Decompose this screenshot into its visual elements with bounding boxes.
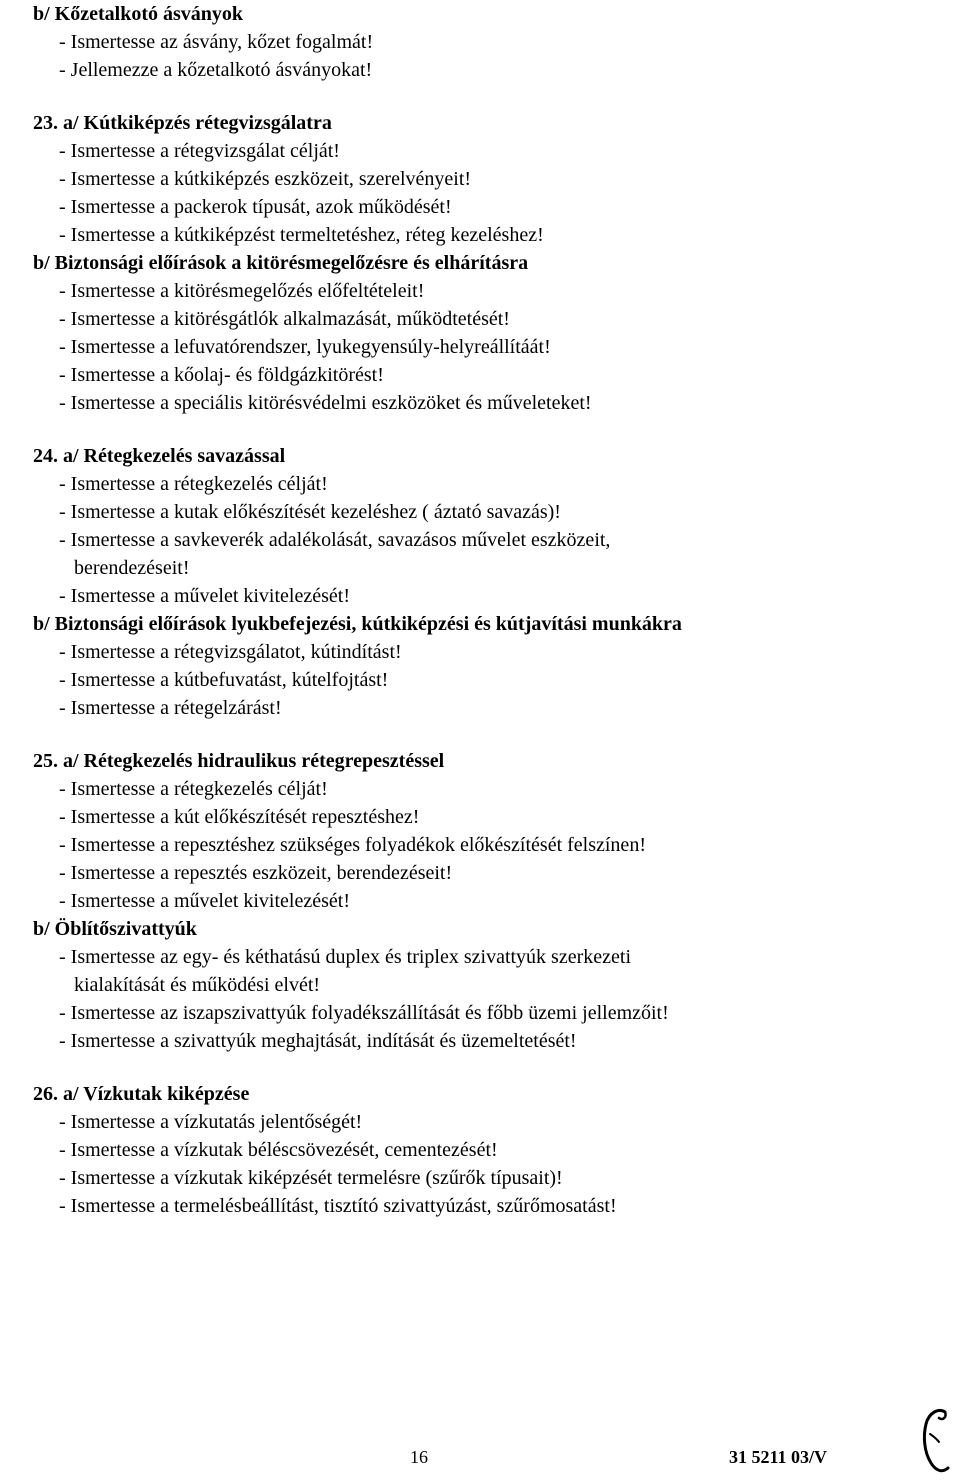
section-heading: 24. a/ Rétegkezelés savazással xyxy=(33,445,286,467)
section-gap xyxy=(33,417,933,442)
list-item: - Ismertesse a kútkiképzés eszközeit, szerelvényeit! xyxy=(59,168,472,190)
list-item: - Ismertesse a repesztéshez szükséges folyadékok előkészítését felszínen! xyxy=(59,834,646,856)
list-item: - Ismertesse a kitörésgátlók alkalmazását, működtetését! xyxy=(59,308,510,330)
list-item: - Jellemezze a kőzetalkotó ásványokat! xyxy=(59,59,373,81)
list-item: - Ismertesse a művelet kivitelezését! xyxy=(59,585,350,607)
signature-icon xyxy=(918,1405,952,1477)
list-item: - Ismertesse a savkeverék adalékolását, savazásos művelet eszközeit, xyxy=(59,529,611,551)
section-gap xyxy=(33,84,933,109)
section-heading: 23. a/ Kútkiképzés rétegvizsgálatra xyxy=(33,112,332,134)
list-item: - Ismertesse a termelésbeállítást, tisztító szivattyúzást, szűrőmosatást! xyxy=(59,1195,617,1217)
document-body xyxy=(33,0,933,1220)
section-gap xyxy=(33,1055,933,1080)
list-item: - Ismertesse a rétegvizsgálat célját! xyxy=(59,140,340,162)
list-item: - Ismertesse a művelet kivitelezését! xyxy=(59,890,350,912)
list-item: - Ismertesse a vízkutatás jelentőségét! xyxy=(59,1111,363,1133)
section-heading: b/ Biztonsági előírások a kitörésmegelőzésre és elhárításra xyxy=(33,252,529,274)
list-item: - Ismertesse a kútkiképzést termeltetéshez, réteg kezeléshez! xyxy=(59,224,544,246)
section-heading: b/ Biztonsági előírások lyukbefejezési, kútkiképzési és kútjavítási munkákra xyxy=(33,613,682,635)
list-item: - Ismertesse a rétegvizsgálatot, kútindítást! xyxy=(59,641,402,663)
list-item: - Ismertesse az ásvány, kőzet fogalmát! xyxy=(59,31,374,53)
list-item: - Ismertesse a kőolaj- és földgázkitörést! xyxy=(59,364,384,386)
list-item: - Ismertesse a kútbefuvatást, kútelfojtást! xyxy=(59,669,389,691)
list-item: - Ismertesse a rétegkezelés célját! xyxy=(59,778,328,800)
list-item: - Ismertesse a speciális kitörésvédelmi eszközöket és műveleteket! xyxy=(59,392,592,414)
section-heading: 25. a/ Rétegkezelés hidraulikus rétegrepesztéssel xyxy=(33,750,445,772)
section-heading: b/ Kőzetalkotó ásványok xyxy=(33,3,244,25)
list-item: - Ismertesse a kitörésmegelőzés előfeltételeit! xyxy=(59,280,425,302)
list-item: - Ismertesse a kút előkészítését repesztéshez! xyxy=(59,806,420,828)
list-item: - Ismertesse az egy- és kéthatású duplex és triplex szivattyúk szerkezeti xyxy=(59,946,632,968)
list-item: - Ismertesse a packerok típusát, azok működését! xyxy=(59,196,452,218)
list-item: - Ismertesse a repesztés eszközeit, berendezéseit! xyxy=(59,862,453,884)
list-item: - Ismertesse a lefuvatórendszer, lyukegyensúly-helyreállítáát! xyxy=(59,336,551,358)
list-item: - Ismertesse a kutak előkészítését kezeléshez ( áztató savazás)! xyxy=(59,501,561,523)
section-heading: 26. a/ Vízkutak kiképzése xyxy=(33,1083,250,1105)
document-code: 31 5211 03/V xyxy=(729,1447,828,1467)
list-item: - Ismertesse a vízkutak béléscsövezését, cementezését! xyxy=(59,1139,498,1161)
section-heading: b/ Öblítőszivattyúk xyxy=(33,918,197,940)
list-item: - Ismertesse a vízkutak kiképzését termelésre (szűrők típusait)! xyxy=(59,1167,563,1189)
list-item: - Ismertesse az iszapszivattyúk folyadékszállítását és főbb üzemi jellemzőit! xyxy=(59,1002,669,1024)
list-item-continuation: kialakítását és működési elvét! xyxy=(74,974,321,996)
list-item: - Ismertesse a rétegkezelés célját! xyxy=(59,473,328,495)
page-number: 16 xyxy=(410,1447,428,1467)
list-item-continuation: berendezéseit! xyxy=(74,557,190,579)
section-gap xyxy=(33,722,933,747)
list-item: - Ismertesse a szivattyúk meghajtását, indítását és üzemeltetését! xyxy=(59,1030,577,1052)
list-item: - Ismertesse a rétegelzárást! xyxy=(59,697,282,719)
